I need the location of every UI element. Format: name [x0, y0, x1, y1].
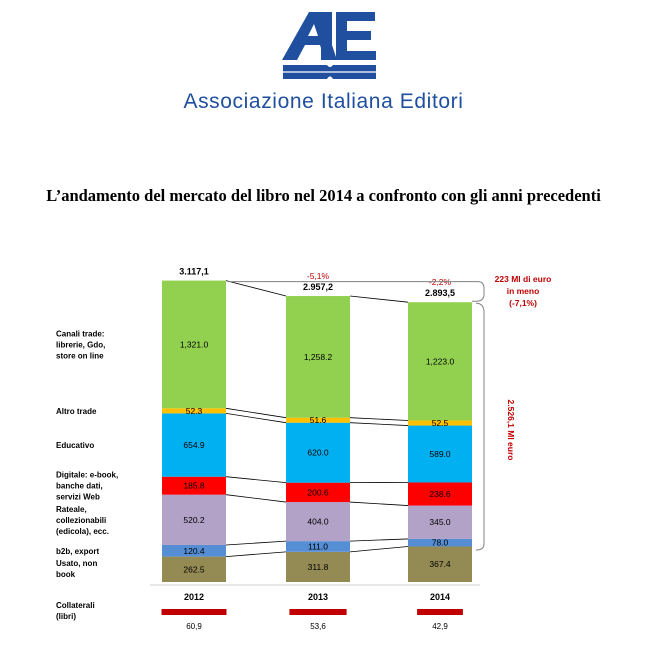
- connector-line: [350, 539, 408, 541]
- category-label: librerie, Gdo,: [56, 340, 106, 350]
- segment-value-label: 520.2: [183, 514, 205, 525]
- segment-value-label: 78.0: [431, 537, 449, 548]
- connector-line: [226, 477, 286, 483]
- connector-line: [226, 281, 286, 296]
- connector-line: [226, 552, 286, 557]
- segment-value-label: 589.0: [429, 449, 451, 460]
- loss-annotation: (-7,1%): [509, 298, 537, 308]
- connector-line: [350, 296, 408, 302]
- collaterali-bar: [289, 609, 346, 615]
- connector-line: [226, 413, 286, 422]
- category-label: (edicola), ecc.: [56, 526, 109, 536]
- category-label: Educativo: [56, 441, 95, 451]
- segment-value-label: 345.0: [429, 517, 451, 528]
- category-label: Canali trade:: [56, 329, 105, 339]
- segment-value-label: 200.6: [307, 487, 329, 498]
- segment-value-label: 111.0: [307, 541, 329, 552]
- segment-value-label: 404.0: [307, 516, 329, 527]
- segment-value-label: 185.8: [183, 480, 205, 491]
- bar-total-label: 3.117,1: [179, 266, 209, 277]
- segment-value-label: 1,321.0: [179, 339, 209, 350]
- total-2014-bracket: [476, 303, 484, 550]
- category-label: banche dati,: [56, 481, 103, 491]
- loss-annotation: in meno: [506, 286, 540, 296]
- connector-line: [226, 541, 286, 545]
- collaterali-bar: [162, 609, 227, 615]
- category-label: Altro trade: [56, 406, 97, 416]
- x-axis-tick-label: 2013: [307, 592, 329, 602]
- change-percent-label: -5,1%: [306, 271, 330, 282]
- page-title: L’andamento del mercato del libro nel 2014 a confronto con gli anni precedenti: [46, 186, 601, 205]
- collaterali-label: Collaterali: [56, 601, 95, 610]
- collaterali-bar: [417, 609, 463, 615]
- segment-value-label: 1,258.2: [303, 351, 333, 362]
- collaterali-value-label: 42,9: [432, 622, 448, 631]
- connector-line: [350, 423, 408, 426]
- collaterali-value-label: 53,6: [310, 622, 326, 631]
- change-percent-label: -2,2%: [428, 277, 452, 288]
- connector-line: [350, 546, 408, 551]
- category-label: Digitale: e-book,: [56, 470, 119, 480]
- bar-total-label: 2.893,5: [424, 288, 456, 299]
- category-label: servizi Web: [56, 492, 100, 502]
- segment-value-label: 1,223.0: [425, 356, 455, 367]
- segment-value-label: 620.0: [307, 447, 329, 458]
- segment-value-label: 52.3: [185, 405, 203, 416]
- category-label: store on line: [56, 351, 104, 361]
- category-label: Usato, non: [56, 559, 98, 568]
- total-2014-annotation: 2.526,1 Ml euro: [506, 399, 516, 461]
- connector-line: [226, 408, 286, 417]
- category-label: collezionabili: [56, 515, 107, 525]
- association-name: Associazione Italiana Editori: [183, 90, 464, 113]
- segment-value-label: 51.6: [309, 415, 327, 426]
- category-label: Rateale,: [56, 504, 87, 514]
- connector-line: [350, 418, 408, 421]
- category-label: book: [56, 570, 76, 579]
- category-label: b2b, export: [56, 547, 100, 556]
- x-axis-tick-label: 2012: [183, 592, 205, 602]
- connector-line: [350, 502, 408, 506]
- connector-line: [226, 495, 286, 502]
- segment-value-label: 120.4: [183, 545, 205, 556]
- segment-value-label: 238.6: [429, 489, 451, 500]
- segment-value-label: 367.4: [429, 559, 451, 570]
- segment-value-label: 52.5: [431, 418, 449, 429]
- collaterali-label: (libri): [56, 612, 76, 621]
- collaterali-value-label: 60,9: [186, 622, 202, 631]
- loss-annotation: 223 Ml di euro: [494, 274, 552, 284]
- segment-value-label: 654.9: [183, 440, 205, 451]
- segment-value-label: 311.8: [307, 561, 329, 572]
- x-axis-tick-label: 2014: [429, 592, 451, 602]
- bar-total-label: 2.957,2: [302, 282, 334, 293]
- segment-value-label: 262.5: [183, 564, 205, 575]
